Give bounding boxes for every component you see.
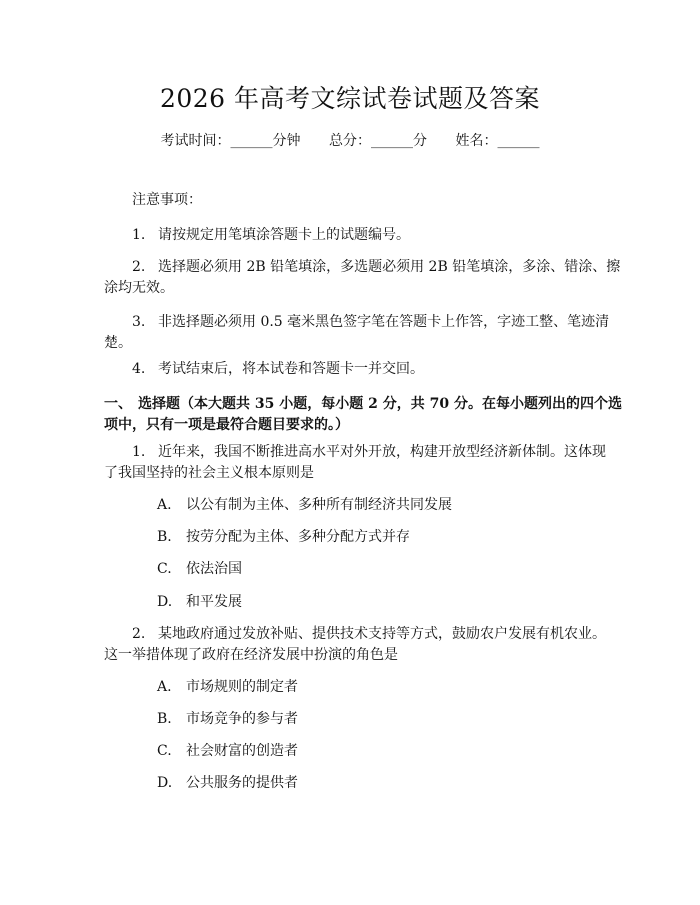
exam-score-blank: ______ bbox=[371, 133, 413, 149]
answer-option bbox=[0, 558, 700, 580]
answer-option bbox=[0, 676, 700, 698]
notes-item-number: 3. bbox=[132, 314, 146, 330]
exam-time-label: 考试时间： bbox=[160, 133, 231, 149]
section-number: 一、 bbox=[104, 396, 132, 412]
option-text: 以公有制为主体、多种所有制经济共同发展 bbox=[186, 497, 452, 513]
question-number: 1. bbox=[132, 444, 146, 460]
option-letter: D. bbox=[157, 594, 173, 610]
option-letter: C. bbox=[157, 561, 172, 577]
answer-option bbox=[0, 740, 700, 762]
option-text: 市场竞争的参与者 bbox=[186, 711, 298, 727]
notes-item bbox=[132, 311, 609, 333]
notes-item-text: 考试结束后，将本试卷和答题卡一并交回。 bbox=[158, 361, 424, 377]
option-letter: C. bbox=[157, 743, 172, 759]
question-text: 某地政府通过发放补贴、提供技术支持等方式，鼓励农户发展有机农业。 bbox=[158, 626, 606, 642]
notes-item-number: 2. bbox=[132, 259, 146, 275]
exam-score-field bbox=[329, 130, 427, 152]
option-text: 社会财富的创造者 bbox=[186, 743, 298, 759]
notes-item-continuation: 楚。 bbox=[104, 335, 132, 351]
option-letter: B. bbox=[157, 529, 172, 545]
notes-item-number: 4. bbox=[132, 361, 146, 377]
section-heading-continuation: 项中，只有一项是最符合题目要求的。） bbox=[104, 417, 349, 433]
answer-option bbox=[0, 526, 700, 548]
option-letter: A. bbox=[157, 679, 172, 695]
exam-meta-line bbox=[0, 130, 700, 152]
question-stem bbox=[132, 441, 606, 463]
answer-option bbox=[0, 591, 700, 613]
question-text: 近年来，我国不断推进高水平对外开放，构建开放型经济新体制。这体现 bbox=[158, 444, 606, 460]
notes-item-text: 非选择题必须用 0.5 毫米黑色签字笔在答题卡上作答，字迹工整、笔迹清 bbox=[158, 314, 610, 330]
exam-time-unit: 分钟 bbox=[272, 133, 301, 149]
exam-time-field bbox=[161, 130, 301, 152]
answer-option bbox=[0, 708, 700, 730]
option-letter: A. bbox=[157, 497, 172, 513]
notes-item-text: 选择题必须用 2B 铅笔填涂，多选题必须用 2B 铅笔填涂，多涂、错涂、擦 bbox=[158, 259, 621, 275]
notes-item-text: 请按规定用笔填涂答题卡上的试题编号。 bbox=[158, 227, 410, 243]
question-stem bbox=[132, 623, 606, 645]
answer-option bbox=[0, 772, 700, 794]
exam-time-blank: ______ bbox=[230, 133, 273, 149]
notes-heading: 注意事项： bbox=[132, 192, 202, 208]
question-text-continuation: 了我国坚持的社会主义根本原则是 bbox=[104, 465, 314, 481]
notes-item bbox=[132, 224, 410, 246]
notes-item-continuation: 涂均无效。 bbox=[104, 280, 174, 296]
option-text: 按劳分配为主体、多种分配方式并存 bbox=[186, 529, 410, 545]
option-letter: B. bbox=[157, 711, 172, 727]
option-text: 市场规则的制定者 bbox=[186, 679, 298, 695]
student-name-blank: ______ bbox=[497, 133, 540, 149]
notes-item bbox=[132, 358, 424, 380]
answer-option bbox=[0, 494, 700, 516]
option-text: 和平发展 bbox=[186, 594, 242, 610]
student-name-label: 姓名： bbox=[455, 133, 498, 149]
section-heading-text: 选择题（本大题共 35 小题，每小题 2 分，共 70 分。在每小题列出的四个选 bbox=[138, 396, 622, 412]
notes-item-number: 1. bbox=[132, 227, 146, 243]
page-title: 2026 年高考文综试卷试题及答案 bbox=[159, 84, 541, 113]
question-number: 2. bbox=[132, 626, 146, 642]
option-text: 依法治国 bbox=[186, 561, 242, 577]
student-name-field bbox=[455, 130, 539, 152]
option-text: 公共服务的提供者 bbox=[186, 775, 298, 791]
notes-item bbox=[132, 256, 620, 278]
exam-score-label: 总分： bbox=[329, 133, 371, 149]
question-text-continuation: 这一举措体现了政府在经济发展中扮演的角色是 bbox=[104, 647, 398, 663]
option-letter: D. bbox=[157, 775, 173, 791]
exam-score-unit: 分 bbox=[413, 133, 427, 149]
section-heading bbox=[104, 393, 622, 415]
